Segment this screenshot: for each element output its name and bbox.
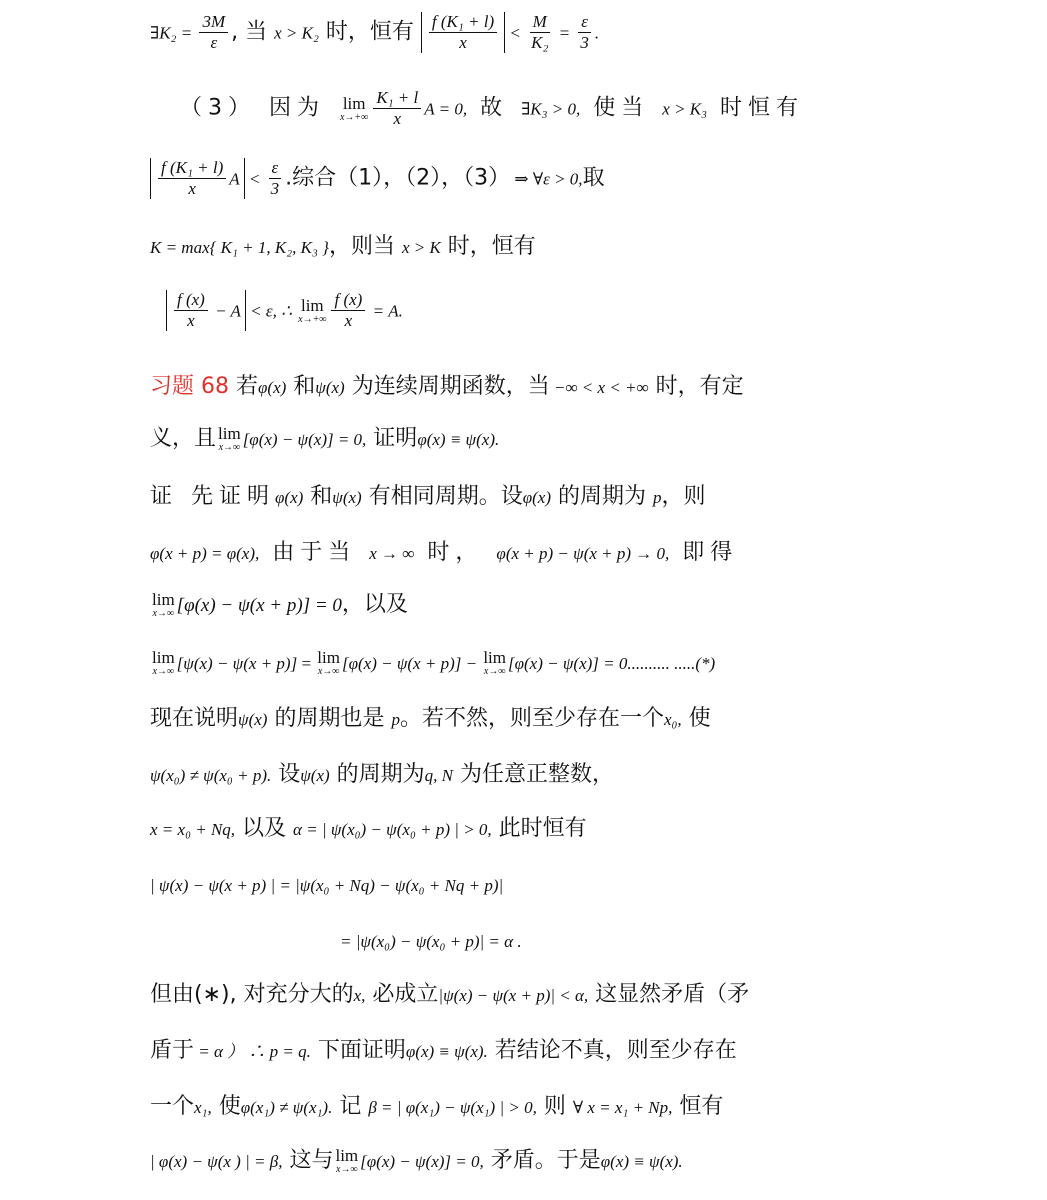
absolute-value: $\frac{\text{f (K₁ + l)}}{x}$ [421,12,505,53]
absolute-value: $\frac{f (x)}{x}$ − A [166,290,246,331]
fraction: $\frac{3M}{\varepsilon}$ [199,12,228,53]
line-17: 但由(∗), 对充分大的x, 必成立|ψ(x) − ψ(x + p)| < α, 这显然矛盾（矛 [150,982,750,1007]
limit: lim x→∞ [218,424,241,453]
line-9: φ(x + p) = φ(x), 由于当 x → ∞ 时， φ(x + p) − ψ(x + p) → 0, 即得 [150,540,739,565]
absolute-value: $\frac{\text{f (K₁ + l)}}{x}$ A [150,158,245,199]
limit: lim x→∞ [335,1146,359,1175]
exercise-label: 习题 68 [150,374,229,399]
limit: lim x→∞ [152,648,175,677]
fraction: $\frac{f (x)}{x}$ [331,290,365,331]
line-18: 盾于 = α ） ∴ p = q. 下面证明φ(x) ≡ ψ(x). 若结论不真，则至少存在 [150,1038,737,1063]
line-14: x = x₀ + Nq, 以及 α = | ψ(x₀) − ψ(x₀ + p) | > 0, 此时恒有 [150,816,587,841]
line-8: 证 先证明φ(x) 和ψ(x) 有相同周期。设φ(x) 的周期为 p，则 [150,484,706,509]
line-10: lim x→∞ [φ(x) − ψ(x + p)] = 0，以及 [152,590,408,619]
limit: lim x→∞ [152,590,175,619]
line-13: ψ(x₀) ≠ ψ(x₀ + p). 设ψ(x) 的周期为q, N 为任意正整数， [150,762,615,787]
limit: lim x→+∞ [298,295,327,325]
line-1: ∃K₂ = $\frac{3M}{\varepsilon}$ , 当 x > K₂ 时，恒有 $\frac{\text{f (K₁ + l)}}{x}$ < $\frac{M}{\text{K₂}}$ = $\frac{\varepsilon}{3}$ . [150,12,600,52]
line-3: $\frac{\text{f (K₁ + l)}}{x}$ A < $\frac{\varepsilon}{3}$ .综合（1），（2），（3） ⇒ ∀ε > 0,取 [150,158,605,199]
limit: lim x→+∞ [339,93,369,123]
line-2: （3） 因为 lim x→+∞ $\frac{\text{K₁ + l}}{x}$ A = 0, 故 ∃K₃ > 0, 使当 x > K₃ 时恒有 [180,88,805,128]
line-7: 义，且 lim x→∞ [φ(x) − ψ(x)] = 0, 证明φ(x) ≡ ψ(x). [150,424,500,453]
fraction: $\frac{\text{K₁ + l}}{x}$ [373,88,421,129]
limit: lim x→∞ [317,648,340,677]
line-15: | ψ(x) − ψ(x + p) | = |ψ(x₀ + Nq) − ψ(x₀ + Nq + p)| [150,876,504,895]
line-16: = |ψ(x₀) − ψ(x₀ + p)| = α . [340,932,522,951]
fraction: $\frac{\varepsilon}{3}$ [577,12,592,53]
line-11: lim x→∞ [ψ(x) − ψ(x + p)] = lim x→∞ [φ(x) − ψ(x + p)] − lim x→∞ [φ(x) − ψ(x)] = 0.......... .....(*) [152,648,716,677]
fraction: $\frac{\varepsilon}{3}$ [268,158,283,199]
line-6: 习题 68 若φ(x) 和ψ(x) 为连续周期函数，当 −∞ < x < +∞ 时，有定 [150,374,744,399]
line-20: | φ(x) − ψ(x ) | = β, 这与 lim x→∞ [φ(x) − ψ(x)] = 0, 矛盾。于是φ(x) ≡ ψ(x). [150,1146,683,1175]
fraction: $\frac{M}{\text{K₂}}$ [531,12,549,52]
line-4: K = max{ K₁ + 1, K₂, K₃ }，则当 x > K 时，恒有 [150,234,536,259]
math: ∃K₂ = [150,23,197,43]
line-12: 现在说明ψ(x) 的周期也是 p。若不然，则至少存在一个x₀, 使 [150,706,711,731]
line-5: $\frac{f (x)}{x}$ − A < ε, ∴ lim x→+∞ $\frac{f (x)}{x}$ = A. [166,290,403,331]
line-19: 一个x₁, 使φ(x₁) ≠ ψ(x₁). 记 β = | φ(x₁) − ψ(x₁) | > 0, 则 ∀ x = x₁ + Np, 恒有 [150,1094,724,1119]
limit: lim x→∞ [483,648,506,677]
